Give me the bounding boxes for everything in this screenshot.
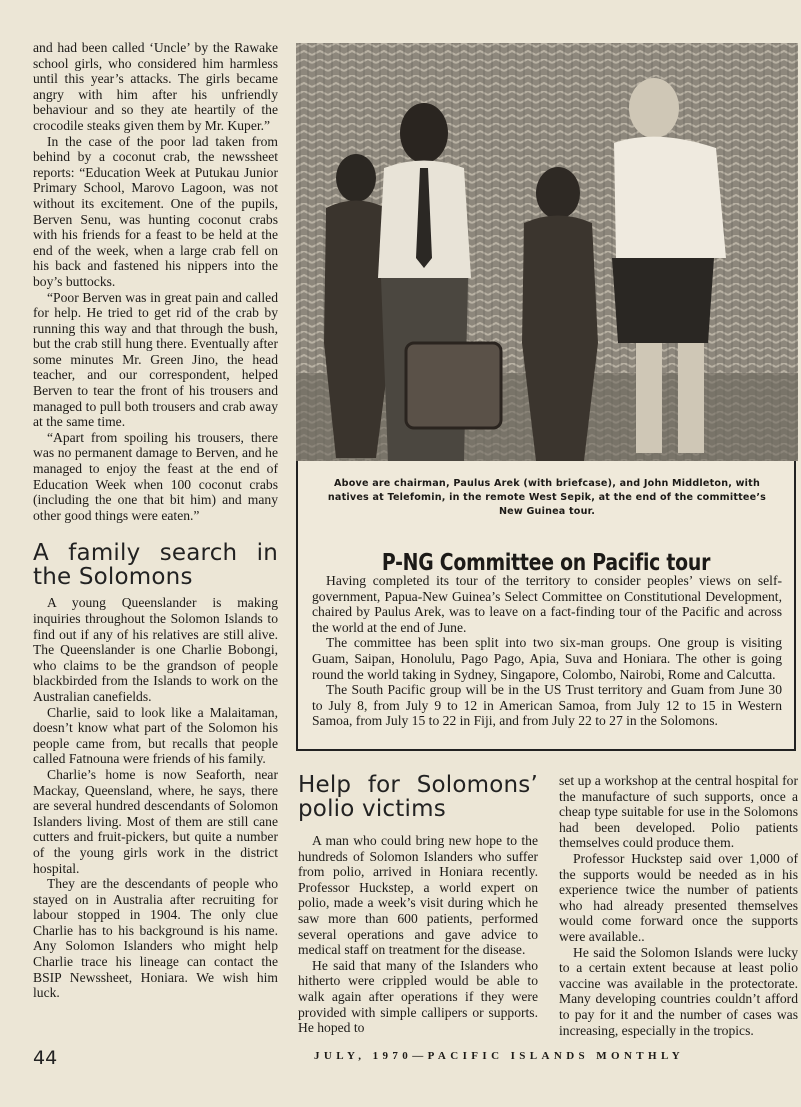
article-paragraph: They are the descendants of people who stayed on in Australia after recruiting for labour stopped in 1904. The only clue Charlie has to his background is his name. Any Solomon Islanders who might help Charlie trace his lineage can contact the BSIP Newssheet, Honiara. We wish him luck. [33,876,278,1001]
article-paragraph: The South Pacific group will be in the US Trust territory and Guam from June 30 to July 8, from July 9 to 12 in American Samoa, from July 12 to 15 in Western Samoa, from July 15 to 22 in Fiji, and from July 22 to 27 in the Solomons. [312,682,782,729]
left-column [33,40,278,1001]
family-search-headline: A family search in the Solomons [33,540,278,591]
photo-caption: Above are chairman, Paulus Arek (with briefcase), and John Middleton, with natives at Telefomin, in the remote West Sepik, at the end of the committee’s New Guinea tour. [327,478,767,517]
page-number: 44 [33,1047,58,1069]
png-committee-headline: P-NG Committee on Pacific tour [381,550,711,577]
article-paragraph: and had been called ‘Uncle’ by the Rawake school girls, who considered him harmless until this year’s attacks. The girls became angry with him after his unfriendly behaviour and so they ate heartily of the crocodile steaks given them by Mr. Kuper.” [33,40,278,133]
article-paragraph: Charlie’s home is now Seaforth, near Mackay, Queensland, where, he says, there are several hundred descendants of Solomon Islanders living. Most of them are still cane cutters and fruit-pickers, but quite a number of the young girls work in the district hospital. [33,766,278,876]
page-footer [33,1047,801,1071]
article-paragraph: He said the Solomon Islands were lucky to a certain extent because at least polio vaccine was available in the protectorate. Many developing countries couldn’t afford to pay for it and the number of cases was increasing, especially in the tropics. [559,944,798,1038]
article-paragraph: “Poor Berven was in great pain and called for help. He tried to get rid of the crab by running this way and that through the bush, but the crab still hung there. Eventually after some minutes Mr. Green Jino, the head teacher, and our correspondent, helped Berven to tear the front of his trousers and managed to pull both trousers and crab away at the same time. [33,289,278,430]
article-paragraph: The committee has been split into two six-man groups. One group is visiting Guam, Saipan, Honolulu, Pago Pago, Apia, Suva and Honiara. The other is going round the world taking in Sydney, Singapore, Colombo, Nairobi, Rome and Calcutta. [312,635,782,682]
committee-photo [296,43,798,461]
article-paragraph: Having completed its tour of the territory to consider peoples’ views on self-government, Papua-New Guinea’s Select Committee on Constitutional Development, chaired by Paulus Arek, was to leave on a fact-finding tour of the Pacific and across the world at the end of June. [312,573,782,635]
article-paragraph: Professor Huckstep said over 1,000 of the supports would be needed as in his experience twice the number of patients who had already presented themselves would come forward once the supports were available.. [559,850,798,944]
polio-column-1 [298,771,538,1036]
article-paragraph: In the case of the poor lad taken from behind by a coconut crab, the newssheet reports: “Education Week at Putukau Junior Primary School, Marovo Lagoon, was not without its excitement. One of the pupils, Berven Senu, was hunting coconut crabs with his friends for a feast to be held at the end of the week, when a large crab fell on his back and fastened his nippers into the boy’s buttocks. [33,133,278,289]
article-paragraph: A man who could bring new hope to the hundreds of Solomon Islanders who suffer from polio, arrived in Honiara recently. Professor Huckstep, a world expert on polio, made a week’s visit during which he saw more than 600 patients, performed several operations and gave advice to medical staff on treatment for the disease. [298,833,538,958]
article-paragraph: “Apart from spoiling his trousers, there was no permanent damage to Berven, and he managed to enjoy the feast at the end of Education Week when 100 coconut crabs (including the one that bit him) and many other good things were eaten.” [33,429,278,523]
article-paragraph: He said that many of the Islanders who hitherto were crippled would be able to walk again after operations if they were provided with simple callipers or supports. He hoped to [298,957,538,1036]
polio-column-2 [559,773,798,1038]
running-footer: JULY, 1970—PACIFIC ISLANDS MONTHLY [314,1050,685,1062]
article-paragraph: Charlie, said to look like a Malaitaman, doesn’t know what part of the Solomon his people came from, but recalls that people called Fatnouna were friends of his family. [33,704,278,767]
png-article-body [312,573,782,729]
article-paragraph: set up a workshop at the central hospital for the manufacture of such supports, once a cheap type suitable for use in the Solomons had been developed. Polio patients themselves could produce them. [559,773,798,851]
article-paragraph: A young Queenslander is making inquiries throughout the Solomon Islands to find out if any of his relatives are still alive. The Queenslander is one Charlie Bobongi, who claims to be the grandson of people blackbirded from the Islands to work on the Australian canefields. [33,595,278,704]
polio-headline: Help for Solomons’ polio victims [298,772,538,822]
boxed-feature [296,43,796,751]
